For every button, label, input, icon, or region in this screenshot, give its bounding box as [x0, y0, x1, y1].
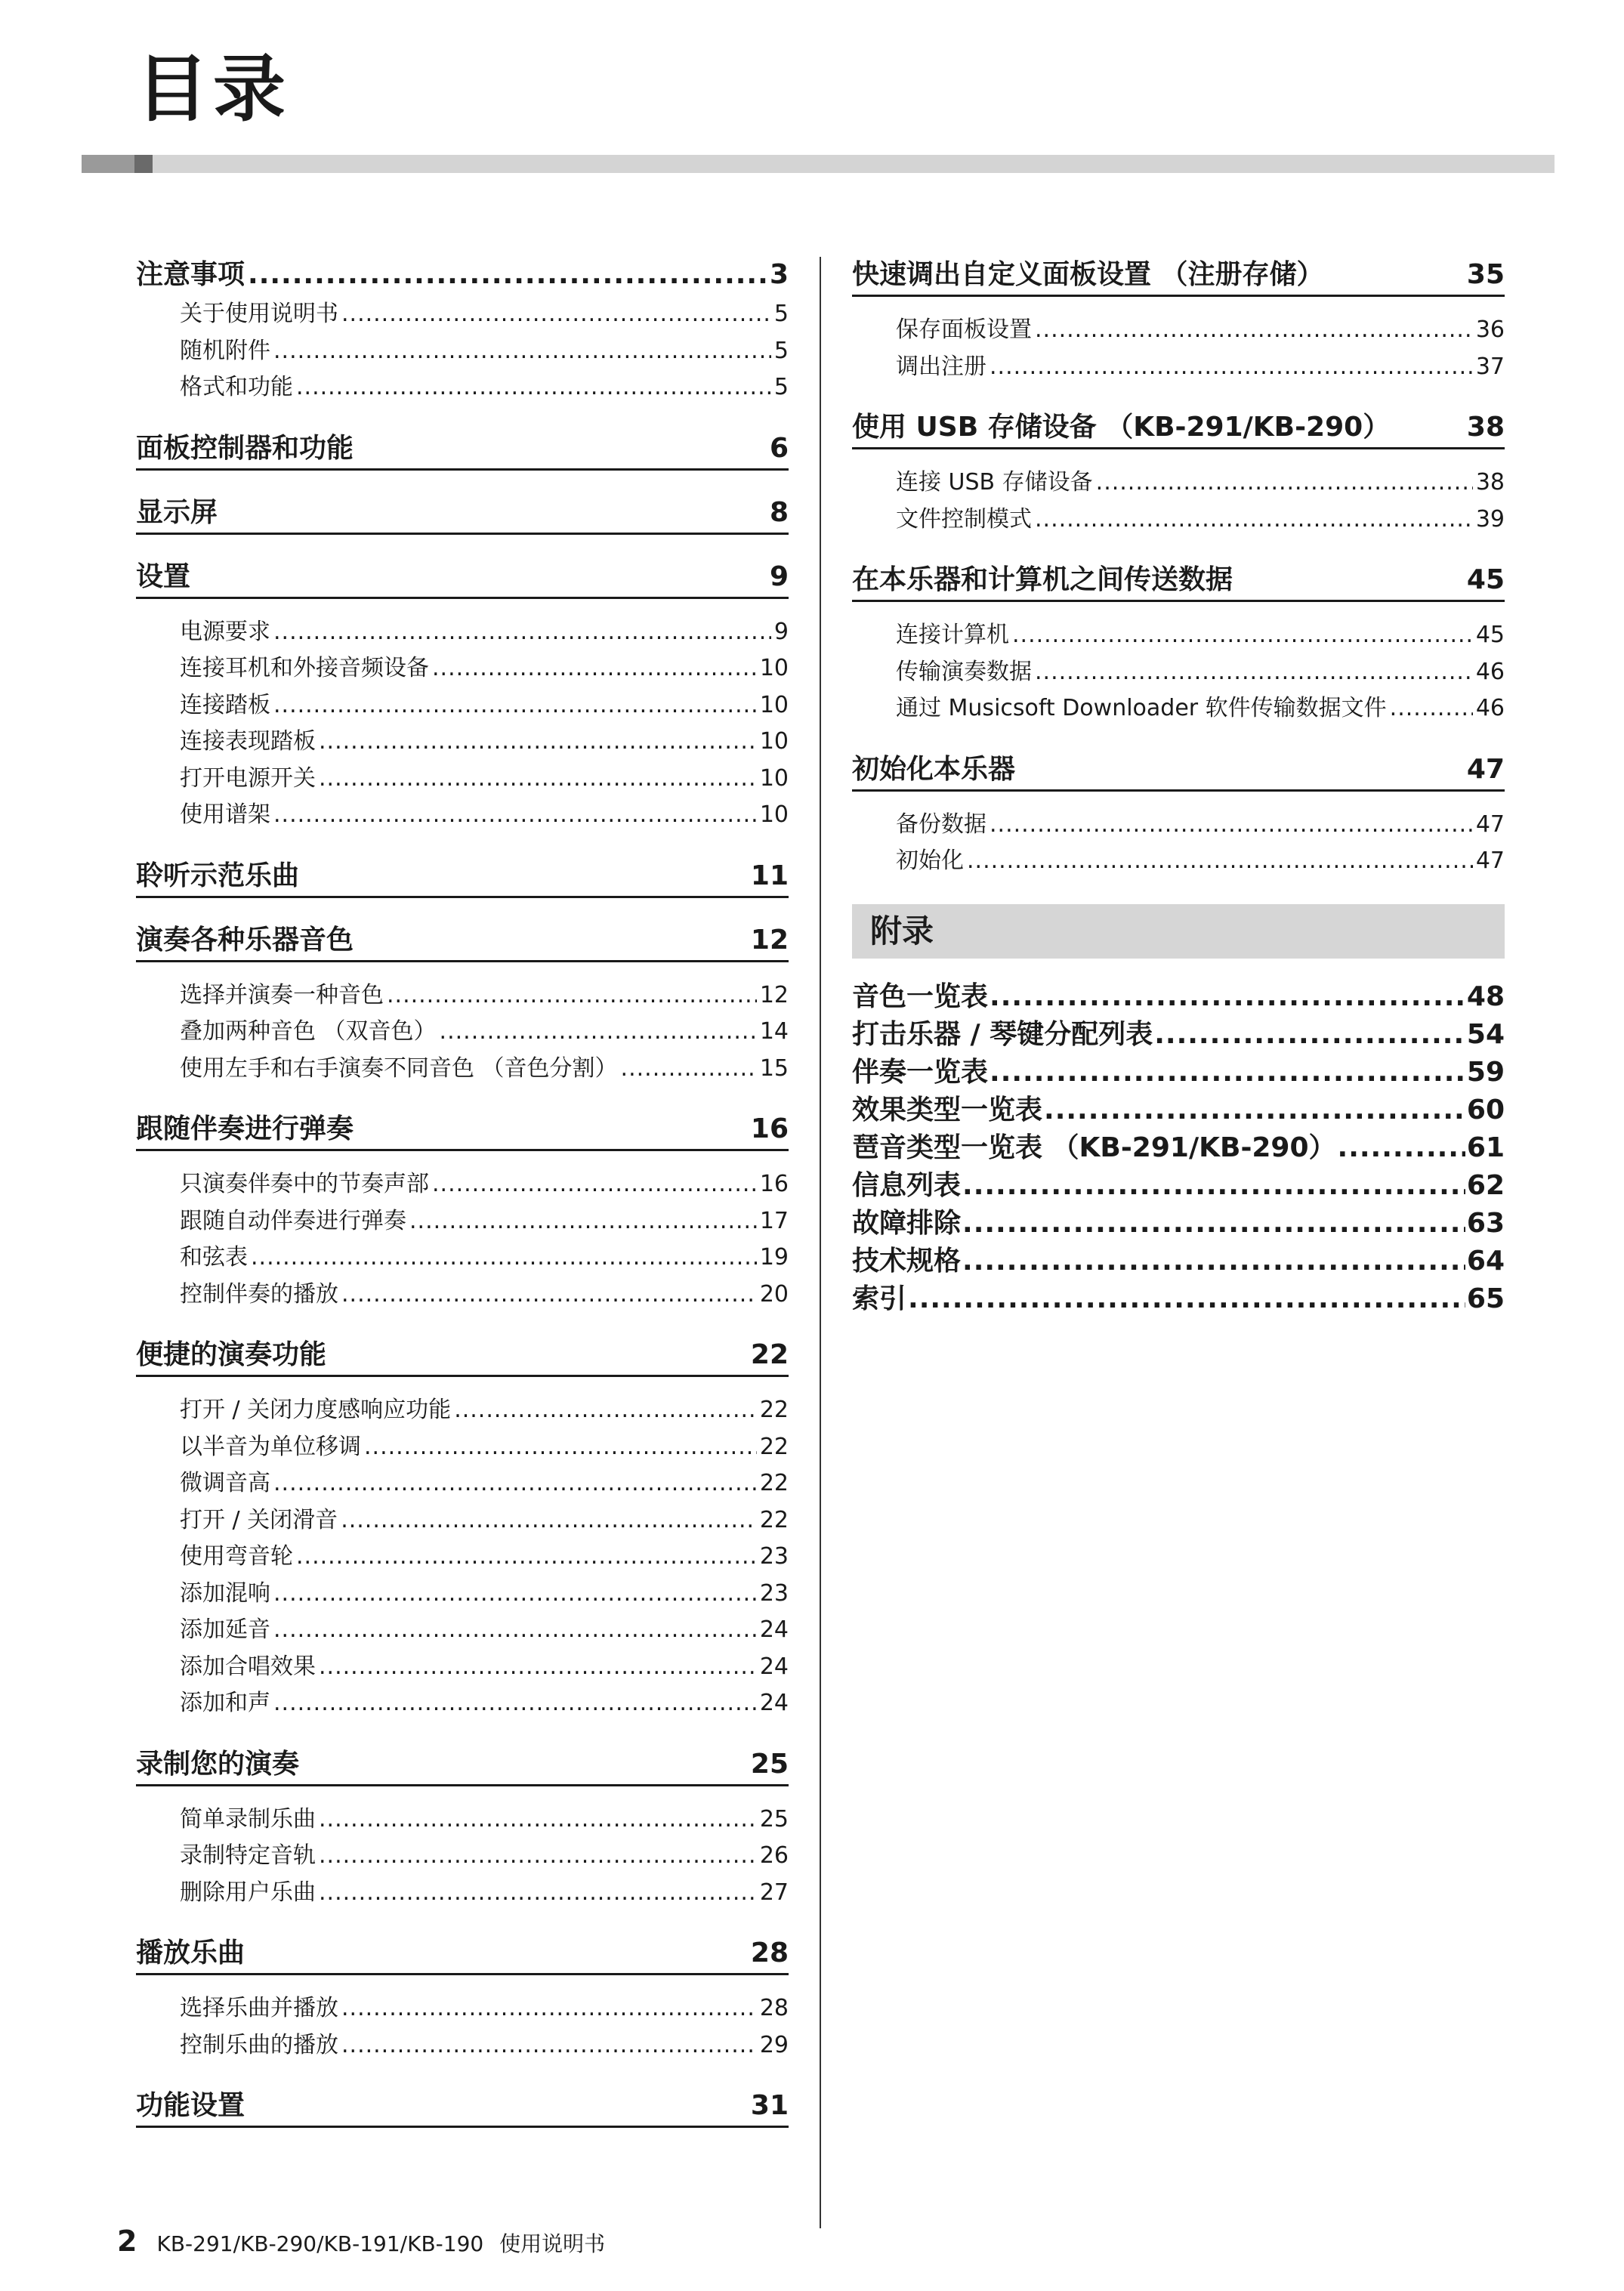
toc-entry[interactable]	[180, 1576, 789, 1613]
toc-section	[136, 559, 789, 834]
dot-leader	[1035, 502, 1473, 539]
toc-entry[interactable]	[896, 465, 1505, 502]
section-title: 在本乐器和计算机之间传送数据	[852, 564, 1233, 595]
entry-title: 连接表现踏板	[180, 728, 316, 755]
entry-page-number: 15	[759, 1054, 789, 1082]
entry-page-number: 19	[759, 1244, 789, 1271]
dot-leader	[908, 1280, 1465, 1318]
appendix-entry[interactable]	[852, 1280, 1505, 1318]
section-title: 注意事项	[136, 259, 245, 290]
toc-entry[interactable]	[180, 1649, 789, 1686]
toc-section-heading[interactable]	[136, 559, 789, 599]
toc-entry[interactable]	[896, 617, 1505, 654]
appendix-entry[interactable]	[852, 1167, 1505, 1205]
entry-page-number: 20	[759, 1280, 789, 1308]
entry-page-number: 27	[759, 1879, 789, 1906]
appendix-entry[interactable]	[852, 1091, 1505, 1129]
dot-leader	[1044, 1091, 1465, 1129]
toc-entry[interactable]	[180, 1429, 789, 1466]
toc-sub-list	[136, 1990, 789, 2064]
dot-leader	[273, 1576, 757, 1613]
dot-leader	[319, 1838, 757, 1875]
entry-title: 控制乐曲的播放	[180, 2031, 338, 2058]
toc-entry[interactable]	[180, 1166, 789, 1203]
dot-leader	[364, 1429, 757, 1466]
dot-leader	[990, 978, 1465, 1016]
dot-leader	[296, 1539, 757, 1576]
dot-leader	[273, 797, 757, 834]
section-title: 功能设置	[136, 2090, 245, 2121]
dot-leader	[341, 1990, 757, 2027]
entry-title: 选择乐曲并播放	[180, 1995, 338, 2021]
entry-title: 录制特定音轨	[180, 1842, 316, 1869]
entry-page-number: 5	[773, 374, 789, 400]
entry-page-number: 22	[759, 1470, 789, 1496]
dot-leader	[432, 1166, 757, 1203]
toc-sub-list	[852, 617, 1505, 727]
entry-title: 添加混响	[180, 1579, 270, 1607]
entry-page-number: 25	[759, 1805, 789, 1832]
toc-entry[interactable]	[180, 687, 789, 724]
toc-sub-list	[136, 296, 789, 406]
entry-title: 只演奏伴奏中的节奏声部	[180, 1171, 429, 1197]
entry-page-number: 5	[773, 337, 789, 364]
dot-leader	[409, 1203, 757, 1240]
entry-title: 使用弯音轮	[180, 1543, 293, 1570]
section-title: 快速调出自定义面板设置 （注册存储）	[852, 259, 1324, 290]
dot-leader	[1096, 465, 1473, 502]
toc-section-heading[interactable]	[136, 495, 789, 535]
toc-entry[interactable]	[180, 1465, 789, 1502]
toc-section	[136, 1337, 789, 1722]
section-page-number: 6	[769, 432, 789, 464]
appendix-entry-page: 65	[1466, 1283, 1505, 1314]
appendix-entry-page: 64	[1466, 1245, 1505, 1277]
entry-page-number: 10	[759, 764, 789, 792]
entry-page-number: 46	[1475, 658, 1505, 685]
dot-leader	[990, 807, 1473, 844]
entry-title: 叠加两种音色 （双音色）	[180, 1018, 437, 1045]
toc-section-heading[interactable]	[136, 1337, 789, 1377]
entry-title: 初始化	[896, 848, 964, 874]
entry-page-number: 46	[1475, 695, 1505, 721]
dot-leader	[296, 369, 771, 406]
section-page-number: 22	[750, 1339, 789, 1370]
bar-accent-light	[82, 155, 134, 173]
section-page-number: 25	[750, 1748, 789, 1780]
entry-page-number: 16	[759, 1171, 789, 1197]
dot-leader	[273, 333, 771, 370]
entry-page-number: 10	[759, 801, 789, 828]
section-page-number: 9	[769, 560, 789, 592]
toc-entry[interactable]	[180, 650, 789, 687]
dot-leader	[990, 1054, 1465, 1091]
toc-section	[136, 922, 789, 1088]
dot-leader	[440, 1014, 757, 1051]
appendix-entry-page: 54	[1466, 1018, 1505, 1050]
entry-title: 和弦表	[180, 1244, 248, 1271]
dot-leader	[1035, 312, 1473, 349]
toc-right-column	[852, 257, 1505, 1318]
toc-left-column	[136, 257, 789, 2152]
entry-page-number: 24	[759, 1653, 789, 1680]
footer-doc-text: 使用说明书	[499, 2231, 606, 2256]
section-title: 播放乐曲	[136, 1937, 245, 1968]
section-title: 使用 USB 存储设备 （KB-291/KB-290）	[852, 412, 1391, 443]
entry-title: 使用左手和右手演奏不同音色 （音色分割）	[180, 1054, 618, 1082]
entry-page-number: 23	[759, 1579, 789, 1607]
entry-title: 连接耳机和外接音频设备	[180, 655, 429, 681]
toc-section-heading[interactable]	[136, 922, 789, 962]
dot-leader	[1154, 1016, 1465, 1054]
dot-leader	[962, 1205, 1465, 1243]
toc-entry[interactable]	[180, 296, 789, 333]
toc-entry[interactable]	[180, 1875, 789, 1912]
toc-entry[interactable]	[180, 614, 789, 651]
toc-entry[interactable]	[180, 1802, 789, 1839]
toc-entry[interactable]	[180, 333, 789, 370]
toc-entry[interactable]	[180, 1277, 789, 1314]
appendix-entry-title: 故障排除	[852, 1207, 962, 1239]
toc-section	[136, 431, 789, 471]
section-page-number: 12	[750, 924, 789, 956]
toc-entry[interactable]	[896, 502, 1505, 539]
toc-entry[interactable]	[180, 1685, 789, 1722]
appendix-entry-page: 61	[1466, 1132, 1505, 1163]
column-divider	[820, 257, 821, 2228]
toc-entry[interactable]	[180, 2027, 789, 2064]
dot-leader	[319, 724, 757, 761]
toc-section	[136, 257, 789, 406]
entry-title: 打开 / 关闭力度感响应功能	[180, 1397, 452, 1423]
dot-leader	[319, 1875, 757, 1912]
appendix-entry-page: 48	[1466, 980, 1505, 1012]
toc-section	[136, 2088, 789, 2128]
toc-section	[136, 1746, 789, 1912]
entry-page-number: 38	[1475, 469, 1505, 496]
entry-page-number: 14	[759, 1018, 789, 1045]
page-title: 目录	[136, 47, 290, 131]
dot-leader	[432, 650, 757, 687]
section-title: 设置	[136, 560, 191, 592]
footer-model	[156, 2228, 605, 2258]
entry-title: 选择并演奏一种音色	[180, 981, 384, 1008]
toc-section-heading[interactable]	[136, 2088, 789, 2128]
toc-section-heading[interactable]	[852, 409, 1505, 449]
section-title: 录制您的演奏	[136, 1748, 300, 1780]
appendix-entry-title: 音色一览表	[852, 980, 989, 1012]
entry-title: 简单录制乐曲	[180, 1805, 316, 1832]
entry-page-number: 17	[759, 1207, 789, 1234]
section-page-number: 11	[750, 860, 789, 891]
entry-page-number: 24	[759, 1690, 789, 1716]
entry-title: 文件控制模式	[896, 505, 1032, 533]
dot-leader	[341, 2027, 757, 2064]
appendix-entry-page: 59	[1466, 1056, 1505, 1088]
toc-entry[interactable]	[896, 654, 1505, 691]
toc-entry[interactable]	[180, 724, 789, 761]
toc-section	[136, 1111, 789, 1313]
section-title: 初始化本乐器	[852, 753, 1016, 785]
toc-entry[interactable]	[896, 690, 1505, 727]
toc-section-heading[interactable]	[136, 1746, 789, 1786]
toc-right-sections	[852, 257, 1505, 880]
entry-title: 打开 / 关闭滑音	[180, 1506, 338, 1533]
dot-leader	[967, 843, 1473, 880]
dot-leader	[1012, 617, 1473, 654]
entry-title: 控制伴奏的播放	[180, 1280, 338, 1308]
appendix-entry-page: 60	[1466, 1094, 1505, 1125]
toc-section-heading[interactable]	[852, 257, 1505, 297]
toc-entry[interactable]	[180, 369, 789, 406]
appendix-entry[interactable]	[852, 1243, 1505, 1280]
toc-entry[interactable]	[180, 1838, 789, 1875]
toc-entry[interactable]	[180, 1051, 789, 1088]
dot-leader	[341, 296, 771, 333]
toc-entry[interactable]	[896, 312, 1505, 349]
section-page-number: 16	[750, 1113, 789, 1144]
toc-sub-list	[852, 807, 1505, 880]
dot-leader	[273, 1465, 757, 1502]
appendix-entry[interactable]	[852, 1129, 1505, 1167]
dot-leader	[387, 977, 757, 1014]
entry-title: 电源要求	[180, 618, 270, 645]
entry-title: 备份数据	[896, 810, 986, 838]
dot-leader	[1390, 690, 1473, 727]
dot-leader	[273, 1612, 757, 1649]
toc-section-heading[interactable]	[136, 431, 789, 471]
toc-section	[136, 495, 789, 535]
appendix-entry-title: 伴奏一览表	[852, 1056, 989, 1088]
dot-leader	[621, 1051, 757, 1088]
entry-page-number: 5	[773, 301, 789, 327]
appendix-entry-title: 技术规格	[852, 1245, 962, 1277]
dot-leader	[962, 1243, 1465, 1280]
entry-title: 微调音高	[180, 1470, 270, 1496]
section-page-number: 31	[750, 2090, 789, 2121]
entry-title: 连接踏板	[180, 691, 270, 718]
toc-section	[852, 257, 1505, 385]
entry-page-number: 22	[759, 1397, 789, 1423]
section-page-number: 35	[1466, 259, 1505, 290]
footer-model-text: KB-291/KB-290/KB-191/KB-190	[156, 2231, 484, 2256]
entry-page-number: 47	[1475, 810, 1505, 838]
entry-page-number: 10	[759, 691, 789, 718]
entry-page-number: 39	[1475, 505, 1505, 533]
appendix-entry-title: 索引	[852, 1283, 907, 1314]
entry-title: 删除用户乐曲	[180, 1879, 316, 1906]
section-page-number: 38	[1466, 412, 1505, 443]
entry-page-number: 36	[1475, 316, 1505, 343]
title-underline-bar	[82, 155, 1555, 173]
dot-leader	[319, 1649, 757, 1686]
section-page-number: 8	[769, 496, 789, 528]
entry-page-number: 24	[759, 1616, 789, 1643]
toc-section-heading[interactable]	[136, 257, 789, 295]
entry-page-number: 29	[759, 2031, 789, 2058]
appendix-entry-title: 琶音类型一览表 （KB-291/KB-290）	[852, 1132, 1336, 1163]
entry-title: 随机附件	[180, 337, 270, 364]
toc-sub-list	[136, 977, 789, 1088]
toc-entry[interactable]	[180, 1612, 789, 1649]
section-page-number: 45	[1466, 564, 1505, 595]
toc-sub-list	[136, 1802, 789, 1912]
dot-leader	[1035, 654, 1473, 691]
section-title: 便捷的演奏功能	[136, 1339, 327, 1370]
toc-section-heading[interactable]	[136, 1111, 789, 1151]
entry-page-number: 23	[759, 1543, 789, 1570]
toc-entry[interactable]	[896, 843, 1505, 880]
appendix-entry[interactable]	[852, 1205, 1505, 1243]
dot-leader	[341, 1277, 757, 1314]
section-title: 跟随伴奏进行弹奏	[136, 1113, 354, 1144]
dot-leader	[273, 614, 771, 651]
entry-title: 使用谱架	[180, 801, 270, 828]
toc-section-heading[interactable]	[852, 752, 1505, 792]
toc-entry[interactable]	[180, 761, 789, 798]
section-title: 面板控制器和功能	[136, 432, 354, 464]
entry-page-number: 12	[759, 981, 789, 1008]
entry-page-number: 22	[759, 1506, 789, 1533]
toc-entry[interactable]	[896, 349, 1505, 386]
entry-page-number: 47	[1475, 848, 1505, 874]
entry-page-number: 45	[1475, 622, 1505, 648]
entry-title: 调出注册	[896, 353, 986, 380]
entry-title: 关于使用说明书	[180, 301, 338, 327]
section-title: 演奏各种乐器音色	[136, 924, 354, 956]
toc-sub-list	[852, 312, 1505, 385]
appendix-entry-title: 信息列表	[852, 1169, 962, 1201]
toc-sub-list	[136, 1392, 789, 1722]
toc-section-heading[interactable]	[136, 1935, 789, 1975]
dot-leader	[273, 1685, 757, 1722]
toc-entry[interactable]	[180, 1539, 789, 1576]
dot-leader	[251, 1240, 757, 1277]
toc-entry[interactable]	[180, 1502, 789, 1539]
entry-title: 连接计算机	[896, 622, 1009, 648]
entry-title: 保存面板设置	[896, 316, 1032, 343]
dot-leader	[319, 1802, 757, 1839]
entry-title: 跟随自动伴奏进行弹奏	[180, 1207, 406, 1234]
dot-leader	[273, 687, 757, 724]
bar-accent-dark	[134, 155, 153, 173]
toc-section	[136, 858, 789, 898]
toc-sub-list	[136, 1166, 789, 1313]
entry-page-number: 10	[759, 728, 789, 755]
section-page-number: 3	[769, 259, 789, 290]
toc-entry[interactable]	[180, 1240, 789, 1277]
appendix-entry[interactable]	[852, 1016, 1505, 1054]
dot-leader	[248, 257, 767, 293]
entry-title: 连接 USB 存储设备	[896, 469, 1093, 496]
footer-page-number: 2	[117, 2225, 137, 2258]
entry-page-number: 26	[759, 1842, 789, 1869]
appendix-entry-title: 打击乐器 / 琴键分配列表	[852, 1018, 1153, 1050]
entry-page-number: 9	[773, 618, 789, 645]
section-page-number: 28	[750, 1937, 789, 1968]
entry-title: 以半音为单位移调	[180, 1433, 361, 1460]
toc-section	[852, 752, 1505, 880]
toc-entry[interactable]	[180, 1990, 789, 2027]
toc-sub-list	[852, 465, 1505, 538]
dot-leader	[1338, 1129, 1465, 1167]
entry-page-number: 28	[759, 1995, 789, 2021]
toc-section	[136, 1935, 789, 2064]
toc-section-heading[interactable]	[136, 858, 789, 898]
toc-section	[852, 409, 1505, 538]
entry-page-number: 22	[759, 1433, 789, 1460]
appendix-entry[interactable]	[852, 978, 1505, 1016]
section-title: 聆听示范乐曲	[136, 860, 300, 891]
toc-entry[interactable]	[180, 1203, 789, 1240]
entry-page-number: 10	[759, 655, 789, 681]
entry-title: 格式和功能	[180, 374, 293, 400]
entry-title: 传输演奏数据	[896, 658, 1032, 685]
entry-title: 打开电源开关	[180, 764, 316, 792]
dot-leader	[319, 761, 757, 798]
appendix-entry-page: 62	[1466, 1169, 1505, 1201]
entry-title: 添加延音	[180, 1616, 270, 1643]
entry-title: 添加和声	[180, 1690, 270, 1716]
toc-entry[interactable]	[180, 1392, 789, 1429]
entry-title: 通过 Musicsoft Downloader 软件传输数据文件	[896, 695, 1387, 721]
appendix-heading: 附录	[852, 904, 1505, 959]
dot-leader	[990, 349, 1473, 386]
dot-leader	[454, 1392, 757, 1429]
dot-leader	[341, 1502, 757, 1539]
appendix-entry[interactable]	[852, 1054, 1505, 1091]
toc-entry[interactable]	[896, 807, 1505, 844]
section-title: 显示屏	[136, 496, 218, 528]
page-footer	[117, 2225, 605, 2258]
section-page-number: 47	[1466, 753, 1505, 785]
toc-section	[852, 562, 1505, 727]
appendix-entry-title: 效果类型一览表	[852, 1094, 1043, 1125]
entry-title: 添加合唱效果	[180, 1653, 316, 1680]
toc-entry[interactable]	[180, 797, 789, 834]
entry-page-number: 37	[1475, 353, 1505, 380]
dot-leader	[962, 1167, 1465, 1205]
toc-sub-list	[136, 614, 789, 834]
appendix-entry-page: 63	[1466, 1207, 1505, 1239]
toc-section-heading[interactable]	[852, 562, 1505, 602]
toc-entry[interactable]	[180, 1014, 789, 1051]
toc-entry[interactable]	[180, 977, 789, 1014]
appendix-list	[852, 978, 1505, 1318]
